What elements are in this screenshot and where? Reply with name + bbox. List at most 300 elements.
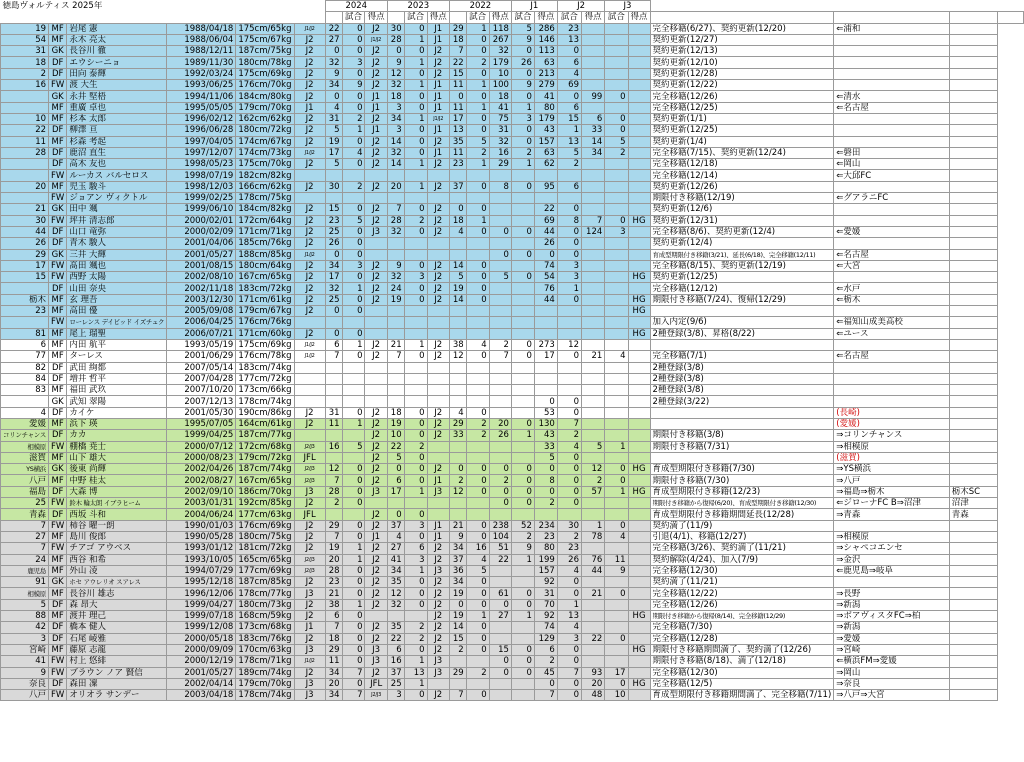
body-cell: 172cm/64kg: [236, 215, 294, 226]
dob-cell: 1999/06/10: [167, 204, 236, 215]
league-2022-cell: J2: [427, 57, 449, 68]
j1-apps-cell: [489, 622, 511, 633]
season-2022-header: 2022: [449, 1, 511, 12]
goals-2024-cell: 0: [342, 498, 365, 509]
player-row: [1, 554, 1024, 565]
name-cell: 杉森 考起: [67, 136, 167, 147]
j1-apps-cell: 20: [489, 418, 511, 429]
j3-apps-cell: [582, 656, 605, 667]
goals-2024-cell: 0: [342, 565, 365, 576]
apps-2024-cell: 7: [325, 475, 342, 486]
apps-2022-cell: 0: [449, 91, 466, 102]
j2-apps-cell: [534, 306, 557, 317]
body-cell: 183cm/74kg: [236, 362, 294, 373]
name-cell: 西野 太陽: [67, 272, 167, 283]
league-2022-cell: J1: [427, 80, 449, 91]
club-move-cell: ⇒愛媛: [834, 633, 949, 644]
body-cell: 162cm/62kg: [236, 113, 294, 124]
apps-2022-cell: 37: [449, 181, 466, 192]
goals-2022-cell: [466, 238, 489, 249]
league-2022-cell: J2: [427, 159, 449, 170]
league-2024-cell: J1/J2: [294, 147, 325, 158]
j1-goals-cell: 0: [511, 418, 534, 429]
pos-cell: DF: [49, 147, 67, 158]
j1-apps-cell: 0: [489, 667, 511, 678]
j2-goals-cell: 30: [557, 520, 581, 531]
extra-cell: [949, 656, 997, 667]
pos-cell: DF: [49, 430, 67, 441]
goals-2023-cell: 1: [404, 80, 427, 91]
body-cell: 172cm/68kg: [236, 441, 294, 452]
name-cell: 永木 亮太: [67, 34, 167, 45]
pos-cell: FW: [49, 441, 67, 452]
apps-2022-cell: [449, 656, 466, 667]
j2-goals-cell: 69: [557, 80, 581, 91]
goals-2024-cell: [342, 430, 365, 441]
goals-2022-cell: 0: [466, 91, 489, 102]
goals-2024-cell: 5: [342, 441, 365, 452]
extra-cell: [949, 599, 997, 610]
extra-cell: [949, 622, 997, 633]
extra-cell: [949, 396, 997, 407]
league-2022-cell: [427, 678, 449, 689]
apps-2024-cell: [325, 317, 342, 328]
j3-apps-cell: [582, 599, 605, 610]
dob-cell: 2000/02/09: [167, 226, 236, 237]
j2-apps-cell: 0: [534, 464, 557, 475]
goals-header: 得点: [365, 12, 387, 23]
j1-apps-cell: 0: [489, 599, 511, 610]
apps-2023-cell: 3: [387, 102, 404, 113]
league-2024-cell: J3: [294, 678, 325, 689]
j2-apps-cell: [534, 385, 557, 396]
j1-goals-cell: 1: [511, 430, 534, 441]
league-2023-cell: [365, 170, 387, 181]
club-move-cell: [834, 520, 949, 531]
league-2023-cell: J2: [365, 339, 387, 350]
goals-2023-cell: 0: [404, 464, 427, 475]
goals-2024-cell: 2: [342, 113, 365, 124]
apps-2023-cell: 9: [387, 260, 404, 271]
j1-apps-cell: 31: [489, 125, 511, 136]
body-cell: 171cm/71kg: [236, 226, 294, 237]
no-cell: 青森: [1, 509, 49, 520]
club-move-cell: ⇐栃木: [834, 294, 949, 305]
club-move-cell: ⇒コリンチャンス: [834, 430, 949, 441]
apps-2022-cell: 34: [449, 577, 466, 588]
no-cell: 17: [1, 260, 49, 271]
status-cell: 契約更新(12/25): [650, 125, 834, 136]
name-cell: 山口 竜弥: [67, 226, 167, 237]
sheet-title: 徳島ヴォルティス 2025年: [1, 1, 326, 12]
j2-goals-cell: 4: [557, 68, 581, 79]
j2-apps-cell: 80: [534, 102, 557, 113]
apps-2024-cell: 30: [325, 181, 342, 192]
body-cell: 171cm/61kg: [236, 294, 294, 305]
apps-2023-cell: 41: [387, 554, 404, 565]
body-cell: 167cm/65kg: [236, 475, 294, 486]
no-cell: 81: [1, 328, 49, 339]
j3-goals-cell: [605, 509, 628, 520]
league-2022-cell: J1: [427, 34, 449, 45]
dob-cell: 1990/01/03: [167, 520, 236, 531]
j2-goals-cell: 4: [557, 441, 581, 452]
player-row: [1, 633, 1024, 644]
extra-cell: [949, 91, 997, 102]
homegrown-cell: [628, 656, 650, 667]
apps-2022-cell: 36: [449, 565, 466, 576]
pos-cell: DF: [49, 125, 67, 136]
dob-cell: 1995/05/05: [167, 102, 236, 113]
apps-2022-cell: 29: [449, 23, 466, 34]
no-cell: 鹿児島: [1, 565, 49, 576]
no-cell: 7: [1, 543, 49, 554]
extra-cell: [949, 238, 997, 249]
body-cell: 175cm/65kg: [236, 23, 294, 34]
j2-apps-cell: 92: [534, 611, 557, 622]
j3-apps-cell: 1: [582, 520, 605, 531]
j1-apps-cell: 8: [489, 181, 511, 192]
pos-cell: DF: [49, 486, 67, 497]
pos-cell: MF: [49, 418, 67, 429]
league-2022-cell: J3: [427, 565, 449, 576]
body-cell: 182cm/82kg: [236, 170, 294, 181]
j3-goals-cell: 5: [605, 136, 628, 147]
apps-2023-cell: 35: [387, 577, 404, 588]
goals-2024-cell: 0: [342, 306, 365, 317]
j3-apps-cell: 44: [582, 565, 605, 576]
j3-goals-cell: [605, 283, 628, 294]
homegrown-cell: [628, 362, 650, 373]
goals-2022-cell: 0: [466, 520, 489, 531]
apps-2023-cell: [387, 170, 404, 181]
j1-apps-cell: 29: [489, 159, 511, 170]
league-2022-cell: J2: [427, 272, 449, 283]
league-2023-cell: [365, 193, 387, 204]
j1-goals-cell: 0: [511, 588, 534, 599]
league-2024-cell: J2/J3: [294, 565, 325, 576]
apps-2023-cell: [387, 328, 404, 339]
club-move-cell: ⇒長野: [834, 588, 949, 599]
goals-2024-cell: 0: [342, 475, 365, 486]
status-cell: 育成型期限付き移籍(12/23): [650, 486, 834, 497]
j3-apps-cell: [582, 328, 605, 339]
league-2022-cell: [427, 396, 449, 407]
extra-cell: [949, 667, 997, 678]
no-cell: YS横浜: [1, 464, 49, 475]
name-cell: カイケ: [67, 407, 167, 418]
goals-2024-cell: 4: [342, 147, 365, 158]
league-2024-cell: J3: [294, 690, 325, 701]
goals-2023-cell: [404, 396, 427, 407]
apps-2024-cell: 4: [325, 102, 342, 113]
j3-apps-cell: 21: [582, 351, 605, 362]
pos-cell: FW: [49, 317, 67, 328]
apps-2022-cell: [449, 362, 466, 373]
apps-2023-cell: 16: [387, 656, 404, 667]
name-cell: 森 昂大: [67, 599, 167, 610]
goals-2023-cell: 1: [404, 678, 427, 689]
league-2024-cell: JFL: [294, 452, 325, 463]
status-cell: 契約更新(12/13): [650, 46, 834, 57]
homegrown-cell: [628, 68, 650, 79]
league-2024-cell: J2: [294, 498, 325, 509]
league-2023-cell: J3: [365, 486, 387, 497]
j2-goals-cell: 0: [557, 226, 581, 237]
j3-apps-cell: 57: [582, 486, 605, 497]
j3-apps-cell: [582, 204, 605, 215]
player-row: [1, 373, 1024, 384]
extra-cell: 沼津: [949, 498, 997, 509]
club-move-cell: [834, 34, 949, 45]
goals-2024-cell: 0: [342, 678, 365, 689]
dob-cell: 2007/05/14: [167, 362, 236, 373]
goals-2022-cell: 0: [466, 588, 489, 599]
total-j1-header: J1: [511, 1, 557, 12]
j1-apps-cell: [489, 317, 511, 328]
dob-cell: 2003/01/31: [167, 498, 236, 509]
apps-2024-cell: 29: [325, 520, 342, 531]
body-cell: 180cm/72kg: [236, 125, 294, 136]
apps-2024-cell: [325, 193, 342, 204]
extra-cell: [949, 385, 997, 396]
body-cell: 175cm/70kg: [236, 159, 294, 170]
j2-apps-cell: 213: [534, 68, 557, 79]
j1-goals-cell: 0: [511, 249, 534, 260]
goals-2024-cell: 1: [342, 599, 365, 610]
j2-goals-cell: [557, 362, 581, 373]
league-2024-cell: J2: [294, 520, 325, 531]
apps-2023-cell: 3: [387, 125, 404, 136]
club-move-cell: ⇒宮崎: [834, 644, 949, 655]
j1-goals-cell: 0: [511, 125, 534, 136]
j2-apps-cell: 92: [534, 577, 557, 588]
dob-cell: 1998/12/03: [167, 181, 236, 192]
j3-goals-cell: [605, 418, 628, 429]
j2-goals-cell: 2: [557, 430, 581, 441]
league-2024-cell: JFL: [294, 509, 325, 520]
j2-apps-cell: 45: [534, 667, 557, 678]
club-move-cell: ⇐鹿児島⇒岐阜: [834, 565, 949, 576]
league-2024-cell: J2: [294, 611, 325, 622]
goals-2022-cell: 0: [466, 68, 489, 79]
status-cell: 期限付き移籍(7/30): [650, 475, 834, 486]
club-move-cell: ⇐大邱FC: [834, 170, 949, 181]
league-2024-cell: J2: [294, 91, 325, 102]
player-row: [1, 136, 1024, 147]
apps-2023-cell: 19: [387, 294, 404, 305]
goals-2023-cell: 0: [404, 23, 427, 34]
pos-cell: MF: [49, 531, 67, 542]
extra-cell: [949, 249, 997, 260]
pos-cell: FW: [49, 193, 67, 204]
club-move-cell: ⇒相模原: [834, 531, 949, 542]
homegrown-cell: [628, 498, 650, 509]
extra-cell: [949, 588, 997, 599]
pos-cell: MF: [49, 328, 67, 339]
name-cell: 鹿沼 直生: [67, 147, 167, 158]
league-2022-cell: J2: [427, 611, 449, 622]
apps-2022-cell: 0: [449, 204, 466, 215]
j3-goals-cell: 0: [605, 215, 628, 226]
body-cell: 180cm/73kg: [236, 599, 294, 610]
apps-2024-cell: 38: [325, 599, 342, 610]
pos-cell: MF: [49, 181, 67, 192]
apps-2024-cell: 31: [325, 113, 342, 124]
status-cell: 完全移籍(12/30): [650, 565, 834, 576]
j1-apps-cell: 5: [489, 272, 511, 283]
player-row: [1, 204, 1024, 215]
goals-2024-cell: 2: [342, 181, 365, 192]
body-cell: 190cm/86kg: [236, 407, 294, 418]
league-2023-cell: [365, 498, 387, 509]
dob-cell: 1993/05/19: [167, 339, 236, 350]
league-2023-cell: JFL: [365, 678, 387, 689]
player-row: [1, 622, 1024, 633]
apps-2023-cell: 32: [387, 599, 404, 610]
dob-cell: 2000/08/23: [167, 452, 236, 463]
apps-2023-cell: [387, 396, 404, 407]
body-cell: 177cm/69kg: [236, 565, 294, 576]
apps-2024-cell: 7: [325, 622, 342, 633]
j2-goals-cell: 4: [557, 565, 581, 576]
apps-2023-cell: 7: [387, 351, 404, 362]
j3-goals-cell: [605, 543, 628, 554]
goals-2024-cell: 0: [342, 588, 365, 599]
name-cell: エウシーニョ: [67, 57, 167, 68]
apps-2022-cell: 23: [449, 159, 466, 170]
extra-cell: [949, 181, 997, 192]
pos-cell: MF: [49, 339, 67, 350]
player-row: [1, 418, 1024, 429]
status-cell: 契約更新(1/4): [650, 136, 834, 147]
j2-goals-cell: [557, 328, 581, 339]
j1-apps-cell: [489, 294, 511, 305]
league-2024-cell: J1/J2: [294, 656, 325, 667]
no-cell: 41: [1, 656, 49, 667]
status-cell: 期限付き移籍(3/8): [650, 430, 834, 441]
j1-goals-cell: 0: [511, 644, 534, 655]
goals-2023-cell: 0: [404, 68, 427, 79]
apps-2023-cell: 34: [387, 565, 404, 576]
j2-goals-cell: 1: [557, 125, 581, 136]
no-cell: 八戸: [1, 690, 49, 701]
goals-2024-cell: 3: [342, 260, 365, 271]
goals-2024-cell: [342, 317, 365, 328]
j3-apps-cell: [582, 498, 605, 509]
dob-cell: 2001/06/29: [167, 351, 236, 362]
pos-cell: FW: [49, 215, 67, 226]
league-2023-cell: J3: [365, 656, 387, 667]
club-move-cell: [834, 204, 949, 215]
body-cell: 179cm/72kg: [236, 452, 294, 463]
j2-apps-cell: 62: [534, 159, 557, 170]
j1-apps-cell: 26: [489, 430, 511, 441]
body-cell: 187cm/74kg: [236, 464, 294, 475]
goals-2022-cell: 0: [466, 204, 489, 215]
league-2024-cell: J2/J3: [294, 441, 325, 452]
body-cell: 189cm/74kg: [236, 667, 294, 678]
j3-goals-cell: [605, 498, 628, 509]
j1-apps-cell: 0: [489, 656, 511, 667]
status-cell: 完全移籍(12/26): [650, 91, 834, 102]
status-cell: 育成型期限付き移籍(3/21)、延長(6/18)、完全移籍(12/11): [650, 249, 834, 260]
j2-apps-cell: 74: [534, 260, 557, 271]
dob-cell: 2001/05/27: [167, 249, 236, 260]
j2-goals-cell: 0: [557, 294, 581, 305]
no-cell: [1, 193, 49, 204]
pos-cell: DF: [49, 407, 67, 418]
goals-2023-cell: [404, 328, 427, 339]
j1-apps-cell: 100: [489, 80, 511, 91]
body-cell: 173cm/66kg: [236, 385, 294, 396]
extra-cell: [949, 147, 997, 158]
club-move-cell: ⇒金沢: [834, 554, 949, 565]
goals-2022-cell: 0: [466, 690, 489, 701]
club-move-cell: ⇐ジローナFC B⇒沼津: [834, 498, 949, 509]
club-move-cell: [834, 339, 949, 350]
apps-2023-cell: 20: [387, 181, 404, 192]
status-cell: 完全移籍(7/1): [650, 351, 834, 362]
status-cell: 期限付き移籍(12/19): [650, 193, 834, 204]
j2-goals-cell: 23: [557, 23, 581, 34]
homegrown-cell: [628, 34, 650, 45]
pos-cell: DF: [49, 159, 67, 170]
pos-cell: DF: [49, 362, 67, 373]
j2-apps-cell: 146: [534, 34, 557, 45]
goals-2023-cell: [404, 611, 427, 622]
league-2022-cell: J2: [427, 260, 449, 271]
player-row: [1, 215, 1024, 226]
no-cell: 福島: [1, 486, 49, 497]
j3-apps-cell: [582, 102, 605, 113]
status-cell: 期限付き移籍から復帰(8/14)、完全移籍(12/29): [650, 611, 834, 622]
j3-apps-cell: [582, 238, 605, 249]
homegrown-cell: [628, 102, 650, 113]
j3-goals-cell: 0: [605, 520, 628, 531]
club-move-cell: [834, 181, 949, 192]
j2-goals-cell: 4: [557, 622, 581, 633]
j1-apps-cell: [489, 373, 511, 384]
goals-2023-cell: [404, 385, 427, 396]
pos-cell: GK: [49, 577, 67, 588]
status-cell: [650, 407, 834, 418]
apps-2024-cell: 6: [325, 339, 342, 350]
goals-2022-cell: [466, 362, 489, 373]
name-cell: 岩尾 憲: [67, 23, 167, 34]
j1-goals-cell: 1: [511, 554, 534, 565]
status-cell: 2種登録(3/8): [650, 385, 834, 396]
j3-goals-cell: 0: [605, 91, 628, 102]
goals-2023-cell: 1: [404, 113, 427, 124]
j1-goals-cell: 0: [511, 181, 534, 192]
apps-2022-cell: 14: [449, 294, 466, 305]
j3-apps-cell: [582, 272, 605, 283]
player-row: [1, 170, 1024, 181]
j1-goals-cell: 0: [511, 486, 534, 497]
apps-2023-cell: 37: [387, 520, 404, 531]
goals-2024-cell: 0: [342, 464, 365, 475]
league-2024-cell: J2: [294, 125, 325, 136]
apps-2023-cell: 9: [387, 57, 404, 68]
no-cell: 5: [1, 599, 49, 610]
j1-apps-cell: 51: [489, 543, 511, 554]
league-2023-cell: J2: [365, 159, 387, 170]
j3-goals-cell: [605, 260, 628, 271]
j1-goals-cell: 3: [511, 113, 534, 124]
j3-apps-cell: [582, 294, 605, 305]
homegrown-cell: [628, 396, 650, 407]
